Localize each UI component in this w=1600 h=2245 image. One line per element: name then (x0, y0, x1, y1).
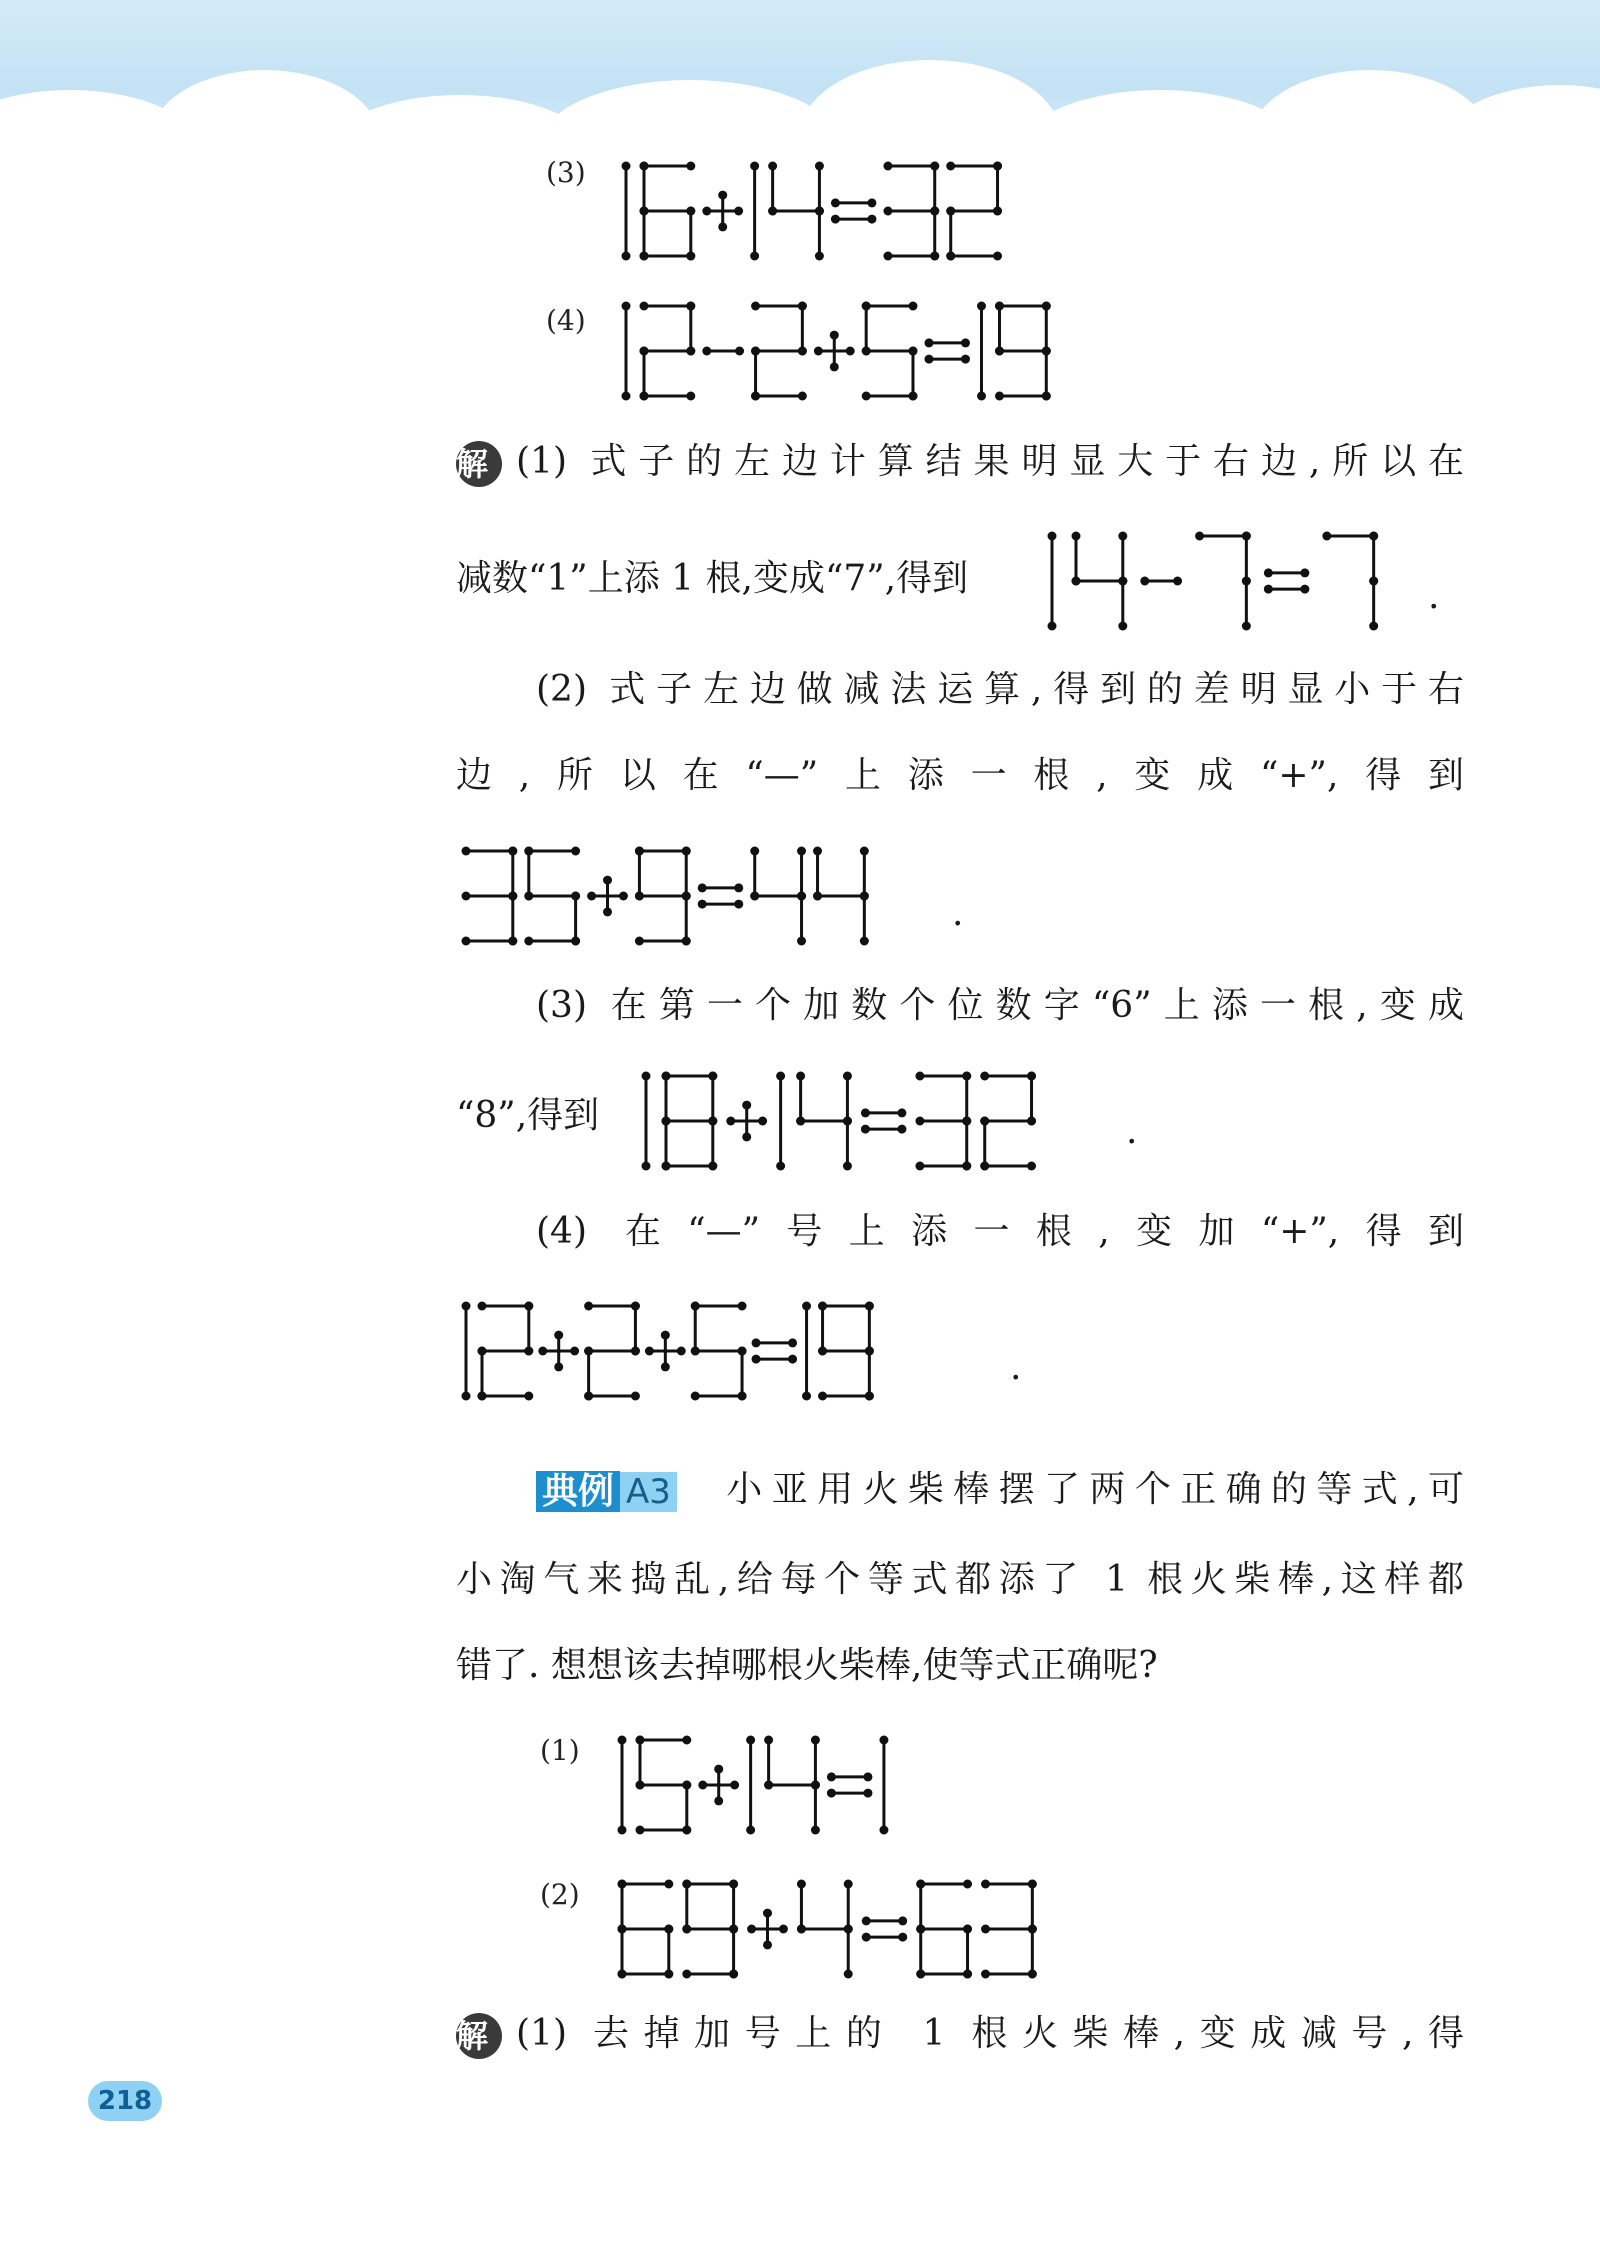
matchstick-head (865, 1302, 874, 1311)
matchstick-head (734, 900, 743, 909)
matchstick-head (729, 1880, 738, 1889)
matchstick-head (524, 1347, 533, 1356)
matchstick-head (686, 347, 695, 356)
matchstick-head (797, 1880, 806, 1889)
matchstick-head (883, 162, 892, 171)
matchstick-head (815, 207, 824, 216)
matchstick-head (746, 1826, 755, 1835)
matchstick-head (698, 900, 707, 909)
matchstick-head (995, 302, 1004, 311)
matchstick-head (750, 252, 759, 261)
matchstick-head (862, 347, 871, 356)
matchstick-head (738, 1302, 747, 1311)
matchstick-head (930, 162, 939, 171)
matchstick-head (915, 1072, 924, 1081)
matchstick-head (924, 355, 933, 364)
matchstick-head (844, 1970, 853, 1979)
matchstick-head (1264, 585, 1273, 594)
solution-1-line-2: 减数“1”上添 1 根,变成“7”,得到 (456, 558, 969, 599)
solution-4-line-1: (4) 在“—”号上添一根,变加“+”,得到 (536, 1211, 1464, 1252)
matchstick-head (796, 1072, 805, 1081)
matchstick-head (750, 892, 759, 901)
matchstick-head (751, 347, 760, 356)
matchstick-head (1369, 577, 1378, 586)
matchstick-head (751, 302, 760, 311)
matchstick-head (962, 1117, 971, 1126)
matchstick-head (963, 1880, 972, 1889)
matchstick-head (682, 1781, 691, 1790)
matchstick-head (718, 191, 727, 200)
matchstick-head (742, 1101, 751, 1110)
example-badge: 典例 A3 (536, 1468, 677, 1516)
matchstick-head (752, 1338, 761, 1347)
matchstick-head (1195, 532, 1204, 541)
matchstick-head (813, 847, 822, 856)
matchstick-head (1042, 392, 1051, 401)
matchstick-head (662, 1072, 671, 1081)
matchstick-head (664, 1970, 673, 1979)
matchstick-head (677, 1347, 686, 1356)
matchstick-equation-4 (620, 300, 1069, 402)
matchstick-head (635, 847, 644, 856)
matchstick-head (640, 347, 649, 356)
matchstick-head (897, 1108, 906, 1117)
matchstick-head (718, 222, 727, 231)
example-a3-line-2: 小淘气来捣乱,给每个等式都添了 1 根火柴棒,这样都 (456, 1559, 1464, 1600)
matchstick-head (636, 1781, 645, 1790)
matchstick-head (1118, 532, 1127, 541)
matchstick-head (524, 1302, 533, 1311)
solution-a3-line-1: 解 (1) 去掉加号上的 1 根火柴棒,变成减号,得 (456, 2010, 1464, 2059)
matchstick-head (587, 892, 596, 901)
matchstick-head (827, 1789, 836, 1798)
matchstick-head (682, 937, 691, 946)
matchstick-head (631, 1392, 640, 1401)
matchstick-head (861, 1125, 870, 1134)
solution-badge: 解 (456, 441, 502, 487)
matchstick-head (865, 1392, 874, 1401)
matchstick-head (636, 1826, 645, 1835)
matchstick-head (831, 198, 840, 207)
matchstick-head (879, 1736, 888, 1745)
matchstick-head (686, 392, 695, 401)
solution-badge: 解 (456, 2013, 502, 2059)
matchstick-head (993, 207, 1002, 216)
matchstick-head (554, 1362, 563, 1371)
matchstick-head (908, 347, 917, 356)
matchstick-head (631, 1302, 640, 1311)
matchstick-head (980, 1117, 989, 1126)
matchstick-head (1242, 577, 1251, 586)
matchstick-head (924, 338, 933, 347)
matchstick-head (686, 162, 695, 171)
matchstick-head (898, 1933, 907, 1942)
matchstick-solution-4 (460, 1300, 890, 1402)
matchstick-head (698, 883, 707, 892)
matchstick-head (751, 392, 760, 401)
matchstick-head (747, 1925, 756, 1934)
matchstick-head (1072, 577, 1081, 586)
matchstick-head (1028, 1880, 1037, 1889)
matchstick-head (508, 847, 517, 856)
problem-label-4: (4) (546, 304, 586, 337)
matchstick-head (797, 937, 806, 946)
solution-3-line-2: “8”,得到 (456, 1095, 600, 1136)
matchstick-head (758, 1117, 767, 1126)
matchstick-head (524, 847, 533, 856)
matchstick-solution-2 (460, 845, 887, 947)
matchstick-head (818, 1347, 827, 1356)
matchstick-head (980, 1072, 989, 1081)
matchstick-head (768, 207, 777, 216)
matchstick-head (636, 1736, 645, 1745)
matchstick-head (640, 162, 649, 171)
matchstick-head (752, 1355, 761, 1364)
matchstick-head (691, 1392, 700, 1401)
matchstick-head (1028, 1970, 1037, 1979)
matchstick-head (571, 937, 580, 946)
matchstick-head (645, 1347, 654, 1356)
matchstick-head (860, 892, 869, 901)
matchstick-head (908, 302, 917, 311)
matchstick-head (682, 1736, 691, 1745)
matchstick-head (930, 207, 939, 216)
matchstick-head (764, 1736, 773, 1745)
matchstick-head (776, 1162, 785, 1171)
solution-3-period: . (1126, 1111, 1138, 1152)
matchstick-head (862, 1916, 871, 1925)
matchstick-head (788, 1355, 797, 1364)
matchstick-head (1042, 302, 1051, 311)
matchstick-head (1027, 1072, 1036, 1081)
matchstick-head (478, 1392, 487, 1401)
matchstick-head (763, 1940, 772, 1949)
matchstick-head (524, 937, 533, 946)
matchstick-head (883, 207, 892, 216)
matchstick-solution-1 (1046, 530, 1402, 632)
matchstick-head (830, 331, 839, 340)
matchstick-head (729, 1970, 738, 1979)
matchstick-head (1027, 1162, 1036, 1171)
matchstick-head (1300, 568, 1309, 577)
matchstick-head (981, 1970, 990, 1979)
matchstick-head (618, 1925, 627, 1934)
matchstick-head (682, 1880, 691, 1889)
matchstick-head (640, 392, 649, 401)
matchstick-head (462, 937, 471, 946)
matchstick-head (682, 892, 691, 901)
matchstick-head (861, 1108, 870, 1117)
matchstick-head (879, 1826, 888, 1835)
matchstick-head (691, 1302, 700, 1311)
matchstick-head (1048, 532, 1057, 541)
matchstick-head (1173, 577, 1182, 586)
matchstick-head (691, 1347, 700, 1356)
matchstick-head (763, 1909, 772, 1918)
matchstick-head (726, 1117, 735, 1126)
matchstick-head (1264, 568, 1273, 577)
matchstick-head (961, 338, 970, 347)
matchstick-head (1028, 1925, 1037, 1934)
example-a3-line-3: 错了. 想想该去掉哪根火柴棒,使等式正确呢? (456, 1645, 1158, 1686)
matchstick-head (977, 302, 986, 311)
matchstick-head (735, 347, 744, 356)
matchstick-head (815, 162, 824, 171)
matchstick-head (584, 1392, 593, 1401)
matchstick-head (622, 162, 631, 171)
matchstick-head (993, 252, 1002, 261)
matchstick-head (811, 1736, 820, 1745)
matchstick-head (682, 1826, 691, 1835)
matchstick-head (642, 1162, 651, 1171)
example-problem-label-2: (2) (540, 1878, 580, 1911)
matchstick-head (462, 1392, 471, 1401)
matchstick-head (708, 1072, 717, 1081)
matchstick-head (995, 392, 1004, 401)
matchstick-head (524, 892, 533, 901)
matchstick-head (618, 1880, 627, 1889)
matchstick-head (738, 1347, 747, 1356)
matchstick-head (478, 1347, 487, 1356)
problem-label-3: (3) (546, 156, 586, 189)
matchstick-head (915, 1117, 924, 1126)
solution-2-line-1: (2) 式子左边做减法运算,得到的差明显小于右 (536, 669, 1464, 710)
matchstick-head (811, 1826, 820, 1835)
matchstick-head (462, 1302, 471, 1311)
matchstick-head (831, 215, 840, 224)
matchstick-head (686, 207, 695, 216)
matchstick-head (844, 1880, 853, 1889)
matchstick-head (802, 1302, 811, 1311)
example-a3-line-1: 典例 A3 小亚用火柴棒摆了两个正确的等式,可 (536, 1466, 1464, 1516)
matchstick-head (946, 162, 955, 171)
matchstick-head (811, 1781, 820, 1790)
matchstick-head (764, 1781, 773, 1790)
matchstick-head (843, 1162, 852, 1171)
matchstick-head (1242, 622, 1251, 631)
matchstick-head (946, 207, 955, 216)
matchstick-head (898, 1916, 907, 1925)
matchstick-head (682, 1925, 691, 1934)
matchstick-head (977, 392, 986, 401)
matchstick-head (962, 1162, 971, 1171)
matchstick-head (622, 302, 631, 311)
matchstick-head (584, 1347, 593, 1356)
matchstick-head (708, 1117, 717, 1126)
matchstick-head (571, 892, 580, 901)
matchstick-head (915, 1162, 924, 1171)
matchstick-head (1048, 622, 1057, 631)
matchstick-head (862, 302, 871, 311)
matchstick-head (635, 892, 644, 901)
matchstick-head (1118, 577, 1127, 586)
matchstick-head (570, 1347, 579, 1356)
matchstick-head (916, 1880, 925, 1889)
matchstick-head (1027, 1117, 1036, 1126)
matchstick-head (814, 347, 823, 356)
matchstick-head (908, 392, 917, 401)
matchstick-head (462, 892, 471, 901)
matchstick-head (843, 1117, 852, 1126)
matchstick-head (682, 847, 691, 856)
matchstick-solution-3 (640, 1070, 1056, 1172)
matchstick-head (815, 252, 824, 261)
matchstick-head (1042, 347, 1051, 356)
matchstick-head (867, 198, 876, 207)
matchstick-head (686, 302, 695, 311)
matchstick-head (846, 347, 855, 356)
matchstick-head (797, 847, 806, 856)
matchstick-head (827, 1772, 836, 1781)
matchstick-head (1140, 577, 1149, 586)
matchstick-head (818, 1392, 827, 1401)
matchstick-head (1369, 532, 1378, 541)
matchstick-head (865, 1347, 874, 1356)
matchstick-head (734, 883, 743, 892)
matchstick-head (916, 1925, 925, 1934)
matchstick-head (682, 1970, 691, 1979)
matchstick-head (844, 1925, 853, 1934)
matchstick-head (1242, 532, 1251, 541)
matchstick-head (995, 347, 1004, 356)
matchstick-head (738, 1392, 747, 1401)
matchstick-head (619, 892, 628, 901)
matchstick-head (883, 252, 892, 261)
matchstick-head (802, 1392, 811, 1401)
matchstick-head (734, 207, 743, 216)
matchstick-head (603, 876, 612, 885)
matchstick-head (622, 392, 631, 401)
matchstick-head (508, 892, 517, 901)
matchstick-head (462, 847, 471, 856)
matchstick-head (1300, 585, 1309, 594)
page-number: 218 (88, 2081, 162, 2121)
matchstick-head (524, 1392, 533, 1401)
matchstick-head (1072, 532, 1081, 541)
matchstick-head (640, 207, 649, 216)
matchstick-head (963, 1970, 972, 1979)
matchstick-head (584, 1302, 593, 1311)
matchstick-head (843, 1072, 852, 1081)
matchstick-head (946, 252, 955, 261)
matchstick-head (860, 937, 869, 946)
matchstick-head (993, 162, 1002, 171)
matchstick-head (702, 207, 711, 216)
solution-2-line-2: 边,所以在“—”上添一根,变成“+”,得到 (456, 755, 1464, 796)
solution-1-line-1: 解 (1) 式子的左边计算结果明显大于右边,所以在 (456, 438, 1464, 487)
matchstick-head (930, 252, 939, 261)
matchstick-head (714, 1796, 723, 1805)
matchstick-head (798, 302, 807, 311)
matchstick-head (571, 847, 580, 856)
matchstick-head (862, 1933, 871, 1942)
matchstick-head (863, 1772, 872, 1781)
matchstick-head (702, 347, 711, 356)
matchstick-head (916, 1970, 925, 1979)
matchstick-head (662, 1162, 671, 1171)
matchstick-head (708, 1162, 717, 1171)
matchstick-head (618, 1826, 627, 1835)
matchstick-head (897, 1125, 906, 1134)
matchstick-head (640, 252, 649, 261)
matchstick-head (776, 1072, 785, 1081)
matchstick-head (686, 252, 695, 261)
matchstick-head (618, 1970, 627, 1979)
matchstick-head (664, 1925, 673, 1934)
solution-2-period: . (952, 893, 964, 934)
matchstick-head (508, 937, 517, 946)
matchstick-head (662, 1117, 671, 1126)
matchstick-head (730, 1781, 739, 1790)
matchstick-head (618, 1736, 627, 1745)
matchstick-head (980, 1162, 989, 1171)
matchstick-example-2 (616, 1878, 1057, 1980)
matchstick-head (962, 1072, 971, 1081)
matchstick-head (622, 252, 631, 261)
matchstick-head (750, 847, 759, 856)
matchstick-head (478, 1302, 487, 1311)
matchstick-head (796, 1117, 805, 1126)
matchstick-head (797, 1925, 806, 1934)
matchstick-head (642, 1072, 651, 1081)
example-problem-label-1: (1) (540, 1734, 580, 1767)
matchstick-head (813, 892, 822, 901)
matchstick-head (981, 1880, 990, 1889)
matchstick-example-1 (616, 1734, 908, 1836)
matchstick-head (798, 392, 807, 401)
matchstick-head (664, 1880, 673, 1889)
matchstick-head (538, 1347, 547, 1356)
matchstick-head (729, 1925, 738, 1934)
matchstick-head (981, 1925, 990, 1934)
matchstick-head (963, 1925, 972, 1934)
matchstick-head (798, 347, 807, 356)
matchstick-head (1118, 622, 1127, 631)
matchstick-head (603, 907, 612, 916)
matchstick-head (631, 1347, 640, 1356)
matchstick-head (862, 392, 871, 401)
matchstick-head (867, 215, 876, 224)
matchstick-head (863, 1789, 872, 1798)
matchstick-head (818, 1302, 827, 1311)
matchstick-equation-3 (620, 160, 1020, 262)
matchstick-head (1322, 532, 1331, 541)
matchstick-head (661, 1331, 670, 1340)
solution-4-period: . (1010, 1347, 1022, 1388)
matchstick-head (742, 1132, 751, 1141)
matchstick-head (554, 1331, 563, 1340)
matchstick-head (714, 1765, 723, 1774)
matchstick-head (640, 302, 649, 311)
matchstick-head (797, 892, 806, 901)
matchstick-head (750, 162, 759, 171)
matchstick-head (635, 937, 644, 946)
matchstick-head (830, 362, 839, 371)
matchstick-head (661, 1362, 670, 1371)
matchstick-head (746, 1736, 755, 1745)
matchstick-head (698, 1781, 707, 1790)
matchstick-head (961, 355, 970, 364)
solution-3-line-1: (3) 在第一个加数个位数字“6”上添一根,变成 (536, 985, 1464, 1026)
matchstick-head (860, 847, 869, 856)
matchstick-head (779, 1925, 788, 1934)
solution-1-period: . (1428, 576, 1440, 617)
matchstick-head (1369, 622, 1378, 631)
matchstick-head (768, 162, 777, 171)
matchstick-head (788, 1338, 797, 1347)
